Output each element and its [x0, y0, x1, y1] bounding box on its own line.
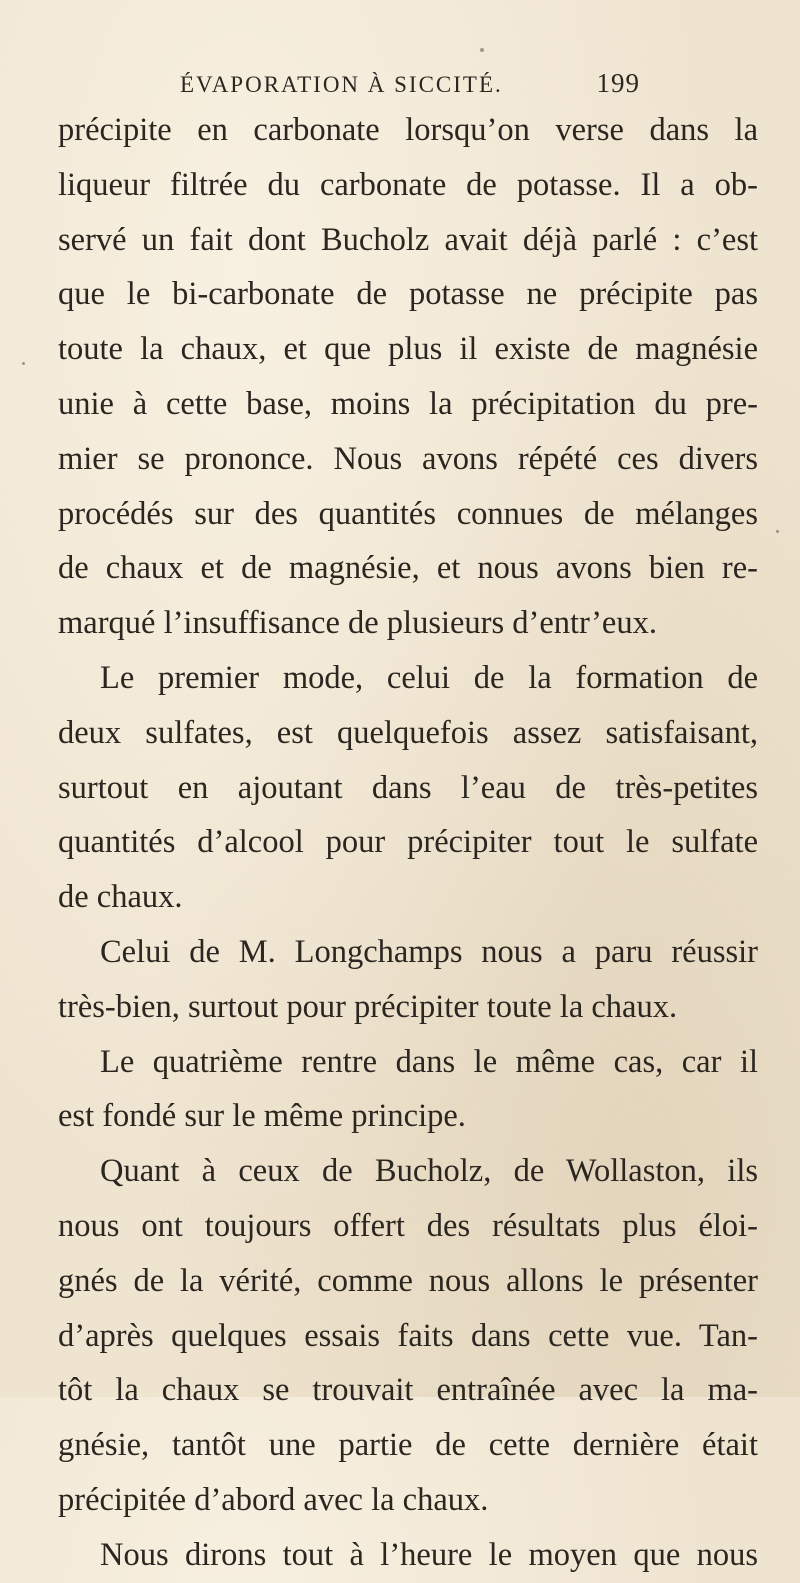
text-line: marqué l’insuffisance de plusieurs d’entr’eux. — [58, 605, 657, 642]
text-line: de chaux. — [58, 879, 183, 916]
paper-speck — [22, 362, 25, 365]
text-line: mier se prononce. Nous avons répété ces divers — [58, 440, 758, 477]
text-line: que le bi-carbonate de potasse ne précipite pas — [58, 276, 758, 313]
text-line: tôt la chaux se trouvait entraînée avec la ma- — [58, 1372, 758, 1409]
text-line: nous ont toujours offert des résultats plus éloi- — [58, 1207, 758, 1244]
text-line: liqueur filtrée du carbonate de potasse. Il a ob- — [58, 166, 758, 203]
page-number: 199 — [596, 68, 640, 98]
paragraph-start: Le quatrième rentre dans le même cas, car il — [100, 1043, 758, 1080]
paper-speck — [776, 530, 779, 533]
text-line: deux sulfates, est quelquefois assez satisfaisant, — [58, 714, 758, 751]
paper-speck — [480, 48, 484, 52]
text-line: procédés sur des quantités connues de mélanges — [58, 495, 758, 532]
text-line: surtout en ajoutant dans l’eau de très-petites — [58, 769, 758, 806]
text-line: est fondé sur le même principe. — [58, 1098, 466, 1135]
text-line: unie à cette base, moins la précipitation du pre- — [58, 385, 758, 422]
text-line: gnés de la vérité, comme nous allons le présenter — [58, 1262, 758, 1299]
text-line: très-bien, surtout pour précipiter toute la chaux. — [58, 988, 678, 1025]
text-line: précipitée d’abord avec la chaux. — [58, 1481, 489, 1518]
body-text — [58, 103, 758, 1583]
paragraph-start: Quant à ceux de Bucholz, de Wollaston, ils — [100, 1153, 758, 1190]
text-line: servé un fait dont Bucholz avait déjà parlé : c’est — [58, 221, 758, 258]
running-title: ÉVAPORATION À SICCITÉ. — [180, 72, 503, 97]
paragraph-start: Le premier mode, celui de la formation de — [100, 659, 758, 696]
text-line: toute la chaux, et que plus il existe de magnésie — [58, 331, 758, 368]
text-line: précipite en carbonate lorsqu’on verse dans la — [58, 112, 758, 148]
paragraph-start: Nous dirons tout à l’heure le moyen que nous — [100, 1536, 758, 1573]
text-line: d’après quelques essais faits dans cette vue. Tan- — [58, 1317, 758, 1354]
page-header — [180, 62, 640, 102]
text-line: de chaux et de magnésie, et nous avons bien re- — [58, 550, 758, 587]
paragraph-start: Celui de M. Longchamps nous a paru réussir — [100, 933, 758, 970]
text-line: quantités d’alcool pour précipiter tout le sulfate — [58, 824, 758, 861]
text-line: gnésie, tantôt une partie de cette dernière était — [58, 1427, 758, 1464]
